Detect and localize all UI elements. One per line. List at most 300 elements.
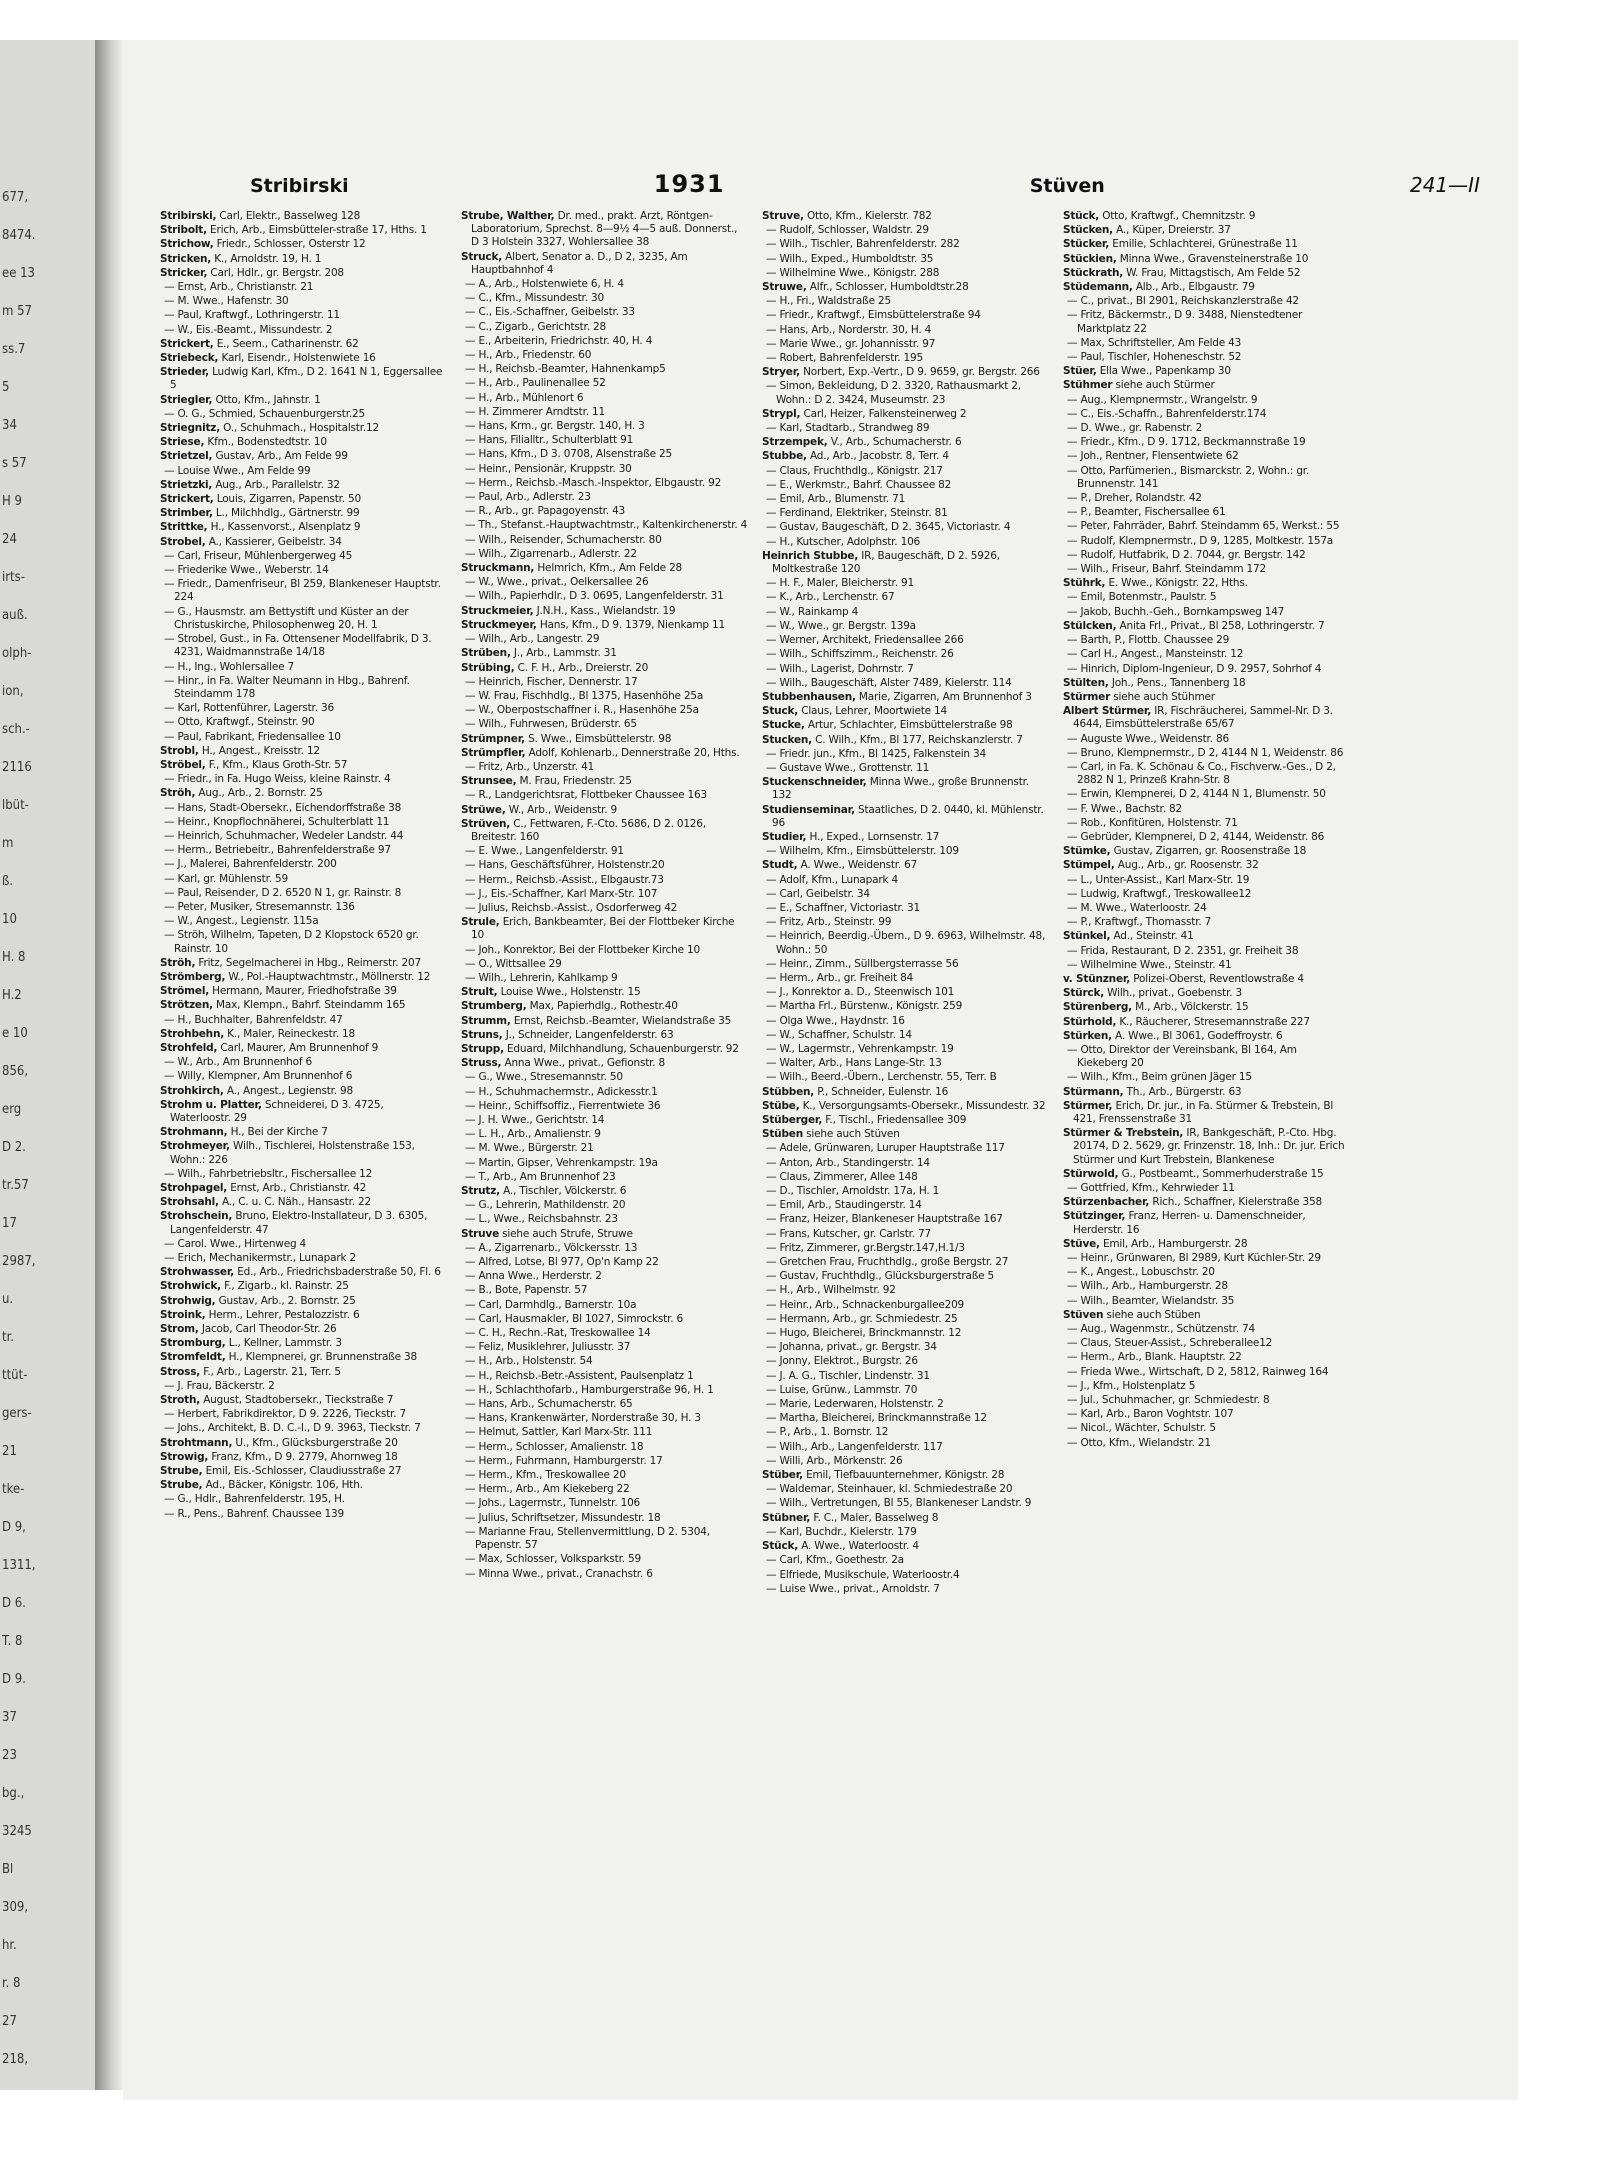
entry-details: — Fritz, Arb., Steinstr. 99 bbox=[766, 916, 892, 929]
directory-entry bbox=[461, 562, 748, 575]
entry-details: — W., Oberpostschaffner i. R., Hasenhöhe 25a bbox=[465, 704, 699, 717]
directory-entry bbox=[762, 888, 1049, 901]
directory-entry bbox=[160, 578, 447, 604]
directory-entry bbox=[160, 787, 447, 800]
directory-entry bbox=[461, 902, 748, 915]
entry-surname: Studt, bbox=[762, 859, 798, 872]
entry-details: — Wilh., Fahrbetriebsltr., Fischersallee 12 bbox=[164, 1167, 373, 1180]
entry-surname: Stromburg, bbox=[160, 1337, 226, 1350]
directory-entry bbox=[762, 422, 1049, 435]
left-page-fragment: m bbox=[2, 836, 14, 851]
directory-entry bbox=[160, 702, 447, 715]
entry-details: — Olga Wwe., Haydnstr. 16 bbox=[766, 1014, 905, 1027]
entry-details: — Heinr., Pensionär, Kruppstr. 30 bbox=[465, 462, 632, 475]
entry-details: Hermann, Maurer, Friedhofstraße 39 bbox=[212, 985, 397, 998]
directory-entry bbox=[461, 605, 748, 618]
entry-details: — Joh., Konrektor, Bei der Flottbeker Kirche 10 bbox=[465, 943, 700, 956]
entry-details: — H., Arb., Friedenstr. 60 bbox=[465, 349, 592, 362]
directory-entry bbox=[461, 420, 748, 433]
entry-details: — Hans, Filialltr., Schulterblatt 91 bbox=[465, 434, 634, 447]
entry-surname: Stübe, bbox=[762, 1099, 800, 1112]
directory-entry bbox=[160, 1437, 447, 1450]
entry-details: — Strobel, Gust., in Fa. Ottensener Modellfabrik, D 3. 4231, Waidmannstraße 14/18 bbox=[164, 633, 432, 659]
directory-entry bbox=[461, 505, 748, 518]
directory-entry bbox=[461, 548, 748, 561]
directory-entry bbox=[160, 1508, 447, 1521]
entry-surname: Stüben bbox=[762, 1128, 803, 1141]
directory-entry bbox=[461, 576, 748, 589]
entry-details: U., Kfm., Glücksburgerstraße 20 bbox=[235, 1436, 398, 1449]
entry-details: — Luise, Grünw., Lammstr. 70 bbox=[766, 1383, 918, 1396]
entry-details: Polizei-Oberst, Reventlowstraße 4 bbox=[1133, 972, 1304, 985]
entry-details: — H., Kutscher, Adolphstr. 106 bbox=[766, 535, 921, 548]
entry-details: — Gustav, Fruchthdlg., Glücksburgerstraße 5 bbox=[766, 1270, 995, 1283]
entry-details: Marie, Zigarren, Am Brunnenhof 3 bbox=[858, 690, 1032, 703]
entry-details: Gustav, Zigarren, gr. Roosenstraße 18 bbox=[1113, 845, 1307, 858]
entry-details: — Hans, Krankenwärter, Norderstraße 30, H. 3 bbox=[465, 1412, 701, 1425]
directory-entry bbox=[461, 718, 748, 731]
entry-surname: Struve bbox=[461, 1227, 500, 1240]
entry-details: IR, Fischräucherei, Sammel-Nr. D 3. 4644, Eimsbüttelerstraße 65/67 bbox=[1073, 705, 1333, 731]
entry-details: Jacob, Carl Theodor-Str. 26 bbox=[201, 1323, 337, 1336]
directory-entry bbox=[762, 1199, 1049, 1212]
entry-details: Helmrich, Kfm., Am Felde 28 bbox=[537, 562, 683, 575]
directory-entry bbox=[461, 1398, 748, 1411]
left-page-fragment: e 10 bbox=[2, 1026, 28, 1041]
entry-surname: Stüdemann, bbox=[1063, 281, 1133, 294]
entry-details: — Karl, Stadtarb., Strandweg 89 bbox=[766, 422, 930, 435]
entry-details: K., Versorgungsamts-Obersekr., Missundestr. 32 bbox=[802, 1099, 1046, 1112]
directory-entry bbox=[1063, 506, 1350, 519]
entry-surname: Stürck, bbox=[1063, 987, 1105, 1000]
entry-details: Louis, Zigarren, Papenstr. 50 bbox=[216, 493, 362, 506]
entry-details: — C., privat., Bl 2901, Reichskanzlerstraße 42 bbox=[1067, 295, 1299, 308]
directory-entry bbox=[160, 716, 447, 729]
directory-entry bbox=[1063, 549, 1350, 562]
directory-entry bbox=[461, 1242, 748, 1255]
entry-details: — Johs., Lagermstr., Tunnelstr. 106 bbox=[465, 1497, 641, 1510]
directory-entry bbox=[160, 1408, 447, 1421]
directory-entry bbox=[160, 887, 447, 900]
directory-entry bbox=[461, 958, 748, 971]
directory-entry bbox=[461, 1284, 748, 1297]
entry-details: — Carl, Friseur, Mühlenbergerweg 45 bbox=[164, 549, 353, 562]
entry-surname: Strobl, bbox=[160, 744, 199, 757]
entry-details: J., Schneider, Langenfelderstr. 63 bbox=[505, 1028, 674, 1041]
entry-details: H., Klempnerei, gr. Brunnenstraße 38 bbox=[228, 1351, 418, 1364]
directory-entry bbox=[160, 507, 447, 520]
entry-details: — Wilh., Lagerist, Dohrnstr. 7 bbox=[766, 662, 914, 675]
directory-entry bbox=[1063, 803, 1350, 816]
directory-entry bbox=[762, 1270, 1049, 1283]
left-page-fragment: 10 bbox=[2, 912, 17, 927]
entry-surname: Strunsee, bbox=[461, 775, 517, 788]
directory-entry bbox=[762, 734, 1049, 747]
directory-entry bbox=[160, 281, 447, 294]
left-page-fragment: hr. bbox=[2, 1938, 17, 1953]
directory-entry bbox=[762, 634, 1049, 647]
entry-details: F., Kfm., Klaus Groth-Str. 57 bbox=[208, 758, 348, 771]
directory-entry bbox=[160, 1451, 447, 1464]
directory-entry bbox=[461, 278, 748, 291]
directory-entry bbox=[1063, 520, 1350, 533]
directory-entry bbox=[762, 916, 1049, 929]
entry-details: — G., Wwe., Stresemannstr. 50 bbox=[465, 1071, 623, 1084]
entry-details: — Rudolf, Hutfabrik, D 2. 7044, gr. Bergstr. 142 bbox=[1067, 548, 1306, 561]
entry-surname: Strule, bbox=[461, 916, 500, 929]
directory-entry bbox=[762, 1455, 1049, 1468]
directory-entry bbox=[160, 450, 447, 463]
directory-entry bbox=[1063, 224, 1350, 237]
directory-entry bbox=[461, 1441, 748, 1454]
page-number: 241—II bbox=[1410, 173, 1480, 197]
directory-entry bbox=[1063, 634, 1350, 647]
column-4 bbox=[1063, 210, 1350, 2030]
directory-entry bbox=[461, 944, 748, 957]
entry-details: Aug., Arb., 2. Bornstr. 25 bbox=[198, 787, 323, 800]
entry-details: IR, Baugeschäft, D 2. 5926, Moltkestraße 120 bbox=[772, 549, 1000, 576]
directory-entry bbox=[1063, 1295, 1350, 1308]
entry-details: — D. Wwe., gr. Rabenstr. 2 bbox=[1067, 422, 1203, 435]
entry-details: siehe auch Stüven bbox=[806, 1128, 900, 1141]
entry-surname: Stückrath, bbox=[1063, 266, 1124, 279]
directory-entry bbox=[762, 691, 1049, 704]
directory-entry bbox=[1063, 1168, 1350, 1181]
entry-details: — Paul, Arb., Adlerstr. 23 bbox=[465, 491, 591, 504]
directory-entry bbox=[1063, 394, 1350, 407]
entry-details: M. Frau, Friedenstr. 25 bbox=[519, 775, 632, 788]
entry-surname: Strohmeyer, bbox=[160, 1140, 230, 1153]
entry-details: — J., Konrektor a. D., Steenwisch 101 bbox=[766, 986, 955, 999]
entry-surname: Strube, Walther, bbox=[461, 210, 555, 222]
entry-details: Franz, Kfm., D 9. 2779, Ahornweg 18 bbox=[211, 1450, 398, 1463]
entry-details: Ad., Bäcker, Königstr. 106, Hth. bbox=[205, 1479, 363, 1492]
entry-details: — W., Arb., Am Brunnenhof 6 bbox=[164, 1056, 312, 1069]
entry-details: — W., Eis.-Beamt., Missundestr. 2 bbox=[164, 323, 333, 336]
left-page-fragment: 8474. bbox=[2, 228, 36, 243]
directory-entry bbox=[461, 972, 748, 985]
directory-entry bbox=[1063, 365, 1350, 378]
entry-details: — Wilh., Zigarrenarb., Adlerstr. 22 bbox=[465, 547, 637, 560]
directory-entry bbox=[461, 1553, 748, 1566]
directory-entry bbox=[1063, 1127, 1350, 1167]
entry-details: — P., Arb., 1. Bornstr. 12 bbox=[766, 1426, 889, 1439]
directory-entry bbox=[461, 845, 748, 858]
entry-details: Carl, Hdlr., gr. Bergstr. 208 bbox=[210, 266, 344, 279]
directory-entry bbox=[461, 349, 748, 362]
directory-entry bbox=[160, 295, 447, 308]
entry-details: — Claus, Zimmerer, Allee 148 bbox=[766, 1170, 918, 1183]
entry-details: — Otto, Parfümerien., Bismarckstr. 2, Wohn.: gr. Brunnenstr. 141 bbox=[1067, 464, 1310, 490]
directory-entry bbox=[160, 267, 447, 280]
entry-details: — Wilh., Beerd.-Übern., Lerchenstr. 55, Terr. B bbox=[766, 1071, 997, 1084]
directory-entry bbox=[762, 550, 1049, 576]
entry-details: — Ferdinand, Elektriker, Steinstr. 81 bbox=[766, 507, 948, 520]
directory-entry bbox=[762, 620, 1049, 633]
entry-details: — Hans, Krm., gr. Bergstr. 140, H. 3 bbox=[465, 420, 645, 433]
directory-entry bbox=[461, 775, 748, 788]
directory-entry bbox=[461, 1171, 748, 1184]
entry-surname: Stübben, bbox=[762, 1085, 815, 1098]
entry-details: Louise Wwe., Holstenstr. 15 bbox=[500, 986, 641, 999]
entry-details: — Alfred, Lotse, Bl 977, Op'n Kamp 22 bbox=[465, 1256, 659, 1269]
directory-entry bbox=[160, 1028, 447, 1041]
entry-details: C., Fettwaren, F.-Cto. 5686, D 2. 0126, Breitestr. 160 bbox=[471, 817, 706, 843]
directory-entry bbox=[1063, 648, 1350, 661]
entry-surname: Strzempek, bbox=[762, 436, 828, 449]
entry-surname: Strüwe, bbox=[461, 803, 506, 816]
directory-entry bbox=[1063, 1030, 1350, 1043]
directory-entry bbox=[461, 1100, 748, 1113]
directory-entry bbox=[1063, 1182, 1350, 1195]
entry-surname: Stümpel, bbox=[1063, 859, 1115, 872]
entry-details: H., Exped., Lornsenstr. 17 bbox=[809, 830, 940, 843]
directory-entry bbox=[762, 1015, 1049, 1028]
entry-details: — L., Unter-Assist., Karl Marx-Str. 19 bbox=[1067, 873, 1250, 886]
entry-details: — Paul, Reisender, D 2. 6520 N 1, gr. Rainstr. 8 bbox=[164, 886, 402, 899]
entry-surname: Striegler, bbox=[160, 393, 213, 406]
entry-details: — Karl, gr. Mühlenstr. 59 bbox=[164, 872, 288, 885]
entry-details: — Jakob, Buchh.-Geh., Bornkampsweg 147 bbox=[1067, 605, 1285, 618]
directory-entry bbox=[762, 1114, 1049, 1127]
left-page-fragment: 677, bbox=[2, 190, 29, 205]
entry-details: — H. F., Maler, Bleicherstr. 91 bbox=[766, 577, 914, 590]
directory-entry bbox=[762, 1483, 1049, 1496]
entry-details: — Wilhelm, Kfm., Eimsbüttelerstr. 109 bbox=[766, 845, 959, 858]
entry-details: — Friedr., Kfm., D 9. 1712, Beckmannstraße 19 bbox=[1067, 436, 1306, 449]
entry-surname: Strohmann, bbox=[160, 1126, 228, 1139]
entry-details: — Willi, Arb., Mörkenstr. 26 bbox=[766, 1454, 903, 1467]
entry-details: Wilh., privat., Goebenstr. 3 bbox=[1107, 987, 1242, 1000]
directory-entry bbox=[762, 874, 1049, 887]
entry-surname: Stüve, bbox=[1063, 1237, 1100, 1250]
entry-details: — Aug., Wagenmstr., Schützenstr. 74 bbox=[1067, 1323, 1255, 1336]
entry-details: A. Wwe., Weidenstr. 67 bbox=[800, 859, 918, 872]
directory-entry bbox=[762, 1043, 1049, 1056]
directory-entry bbox=[762, 1384, 1049, 1397]
entry-details: — Wilhelmine Wwe., Königstr. 288 bbox=[766, 266, 940, 279]
entry-details: — Gretchen Frau, Fruchthdlg., große Bergstr. 27 bbox=[766, 1256, 1009, 1269]
directory-entry bbox=[1063, 563, 1350, 576]
entry-details: L., Milchhdlg., Gärtnerstr. 99 bbox=[215, 507, 360, 520]
entry-details: J.N.H., Kass., Wielandstr. 19 bbox=[536, 604, 676, 617]
directory-entry bbox=[762, 493, 1049, 506]
entry-details: — M. Wwe., Waterloostr. 24 bbox=[1067, 901, 1207, 914]
directory-entry bbox=[1063, 1238, 1350, 1251]
entry-surname: Striegnitz, bbox=[160, 422, 220, 435]
directory-entry bbox=[762, 253, 1049, 266]
directory-entry bbox=[762, 521, 1049, 534]
entry-details: — Erich, Mechanikermstr., Lunapark 2 bbox=[164, 1252, 356, 1265]
entry-details: — F. Wwe., Bachstr. 82 bbox=[1067, 802, 1182, 815]
directory-entry bbox=[160, 1042, 447, 1055]
entry-details: — Martin, Gipser, Vehrenkampstr. 19a bbox=[465, 1156, 658, 1169]
directory-entry bbox=[160, 324, 447, 337]
entry-details: Fritz, Segelmacherei in Hbg., Reimerstr. 207 bbox=[198, 956, 421, 969]
entry-details: — H., Arb., Holstenstr. 54 bbox=[465, 1355, 593, 1368]
entry-details: — Helmut, Sattler, Karl Marx-Str. 111 bbox=[465, 1426, 653, 1439]
directory-entry bbox=[1063, 1266, 1350, 1279]
entry-details: — Wilh., Papierhdlr., D 3. 0695, Langenfelderstr. 31 bbox=[465, 590, 724, 603]
directory-entry bbox=[762, 972, 1049, 985]
directory-entry bbox=[461, 986, 748, 999]
entry-details: — Carl, Kfm., Goethestr. 2a bbox=[766, 1554, 904, 1567]
entry-details: K., Arnoldstr. 19, H. 1 bbox=[214, 252, 322, 265]
entry-details: — Gustave Wwe., Grottenstr. 11 bbox=[766, 761, 930, 774]
entry-surname: Strittke, bbox=[160, 521, 208, 534]
entry-surname: Stroth, bbox=[160, 1394, 201, 1407]
left-page-fragment: 1311, bbox=[2, 1558, 36, 1573]
directory-entry bbox=[762, 309, 1049, 322]
directory-entry bbox=[762, 1469, 1049, 1482]
entry-details: F., Zigarb., kl. Rainstr. 25 bbox=[224, 1280, 349, 1293]
left-page-fragment: s 57 bbox=[2, 456, 27, 471]
entry-surname: Strömel, bbox=[160, 985, 210, 998]
directory-entry bbox=[461, 463, 748, 476]
entry-details: Anna Wwe., privat., Gefionstr. 8 bbox=[504, 1057, 666, 1070]
directory-entry bbox=[1063, 577, 1350, 590]
entry-details: — Wilh., Beamter, Wielandstr. 35 bbox=[1067, 1294, 1235, 1307]
directory-entry bbox=[762, 1341, 1049, 1354]
entry-surname: Strobel, bbox=[160, 535, 206, 548]
directory-entry bbox=[160, 731, 447, 744]
directory-entry bbox=[762, 1242, 1049, 1255]
left-page-fragment: 5 bbox=[2, 380, 10, 395]
entry-details: — Wilh., Arb., Langenfelderstr. 117 bbox=[766, 1440, 943, 1453]
directory-entry bbox=[1063, 1337, 1350, 1350]
directory-entry bbox=[461, 335, 748, 348]
left-page-fragment: 856, bbox=[2, 1064, 29, 1079]
directory-entry bbox=[1063, 591, 1350, 604]
entry-surname: Stuck, bbox=[762, 705, 799, 718]
entry-details: Herm., Lehrer, Pestalozzistr. 6 bbox=[208, 1308, 360, 1321]
directory-entry bbox=[461, 1157, 748, 1170]
entry-details: — Paul, Tischler, Hoheneschstr. 52 bbox=[1067, 351, 1242, 364]
entry-surname: Struwe, bbox=[762, 281, 807, 294]
entry-surname: Stubbe, bbox=[762, 450, 807, 463]
directory-entry bbox=[762, 845, 1049, 858]
entry-surname: Strumberg, bbox=[461, 1000, 527, 1013]
directory-entry bbox=[160, 493, 447, 506]
entry-details: — J. Frau, Bäckerstr. 2 bbox=[164, 1379, 275, 1392]
entry-details: — Gottfried, Kfm., Kehrwieder 11 bbox=[1067, 1182, 1235, 1195]
directory-entry bbox=[762, 1128, 1049, 1141]
entry-details: — E., Schaffner, Victoriastr. 31 bbox=[766, 901, 920, 914]
directory-entry bbox=[160, 536, 447, 549]
entry-details: A., Angest., Legienstr. 98 bbox=[226, 1084, 354, 1097]
directory-entry bbox=[1063, 1323, 1350, 1336]
entry-details: — Erwin, Klempnerei, D 2, 4144 N 1, Blumenstr. 50 bbox=[1067, 788, 1326, 801]
directory-entry bbox=[160, 1070, 447, 1083]
entry-details: — Heinrich, Schuhmacher, Wedeler Landstr. 44 bbox=[164, 829, 404, 842]
entry-details: W., Pol.-Hauptwachtmstr., Möllnerstr. 12 bbox=[228, 970, 431, 983]
entry-details: — A., Zigarrenarb., Völckersstr. 13 bbox=[465, 1241, 638, 1254]
entry-surname: Strichow, bbox=[160, 238, 214, 251]
directory-entry bbox=[160, 1493, 447, 1506]
entry-surname: Studier, bbox=[762, 830, 807, 843]
directory-entry bbox=[461, 647, 748, 660]
entry-details: Joh., Pens., Tannenberg 18 bbox=[1111, 676, 1246, 689]
entry-surname: Ströh, bbox=[160, 956, 196, 969]
entry-surname: Stück, bbox=[1063, 210, 1100, 222]
entry-details: — Feliz, Musiklehrer, Juliusstr. 37 bbox=[465, 1341, 631, 1354]
header-year: 1931 bbox=[653, 170, 725, 198]
left-page-fragment: tr. bbox=[2, 1330, 14, 1345]
entry-details: — E., Werkmstr., Bahrf. Chaussee 82 bbox=[766, 478, 952, 491]
directory-entry bbox=[1063, 337, 1350, 350]
directory-entry bbox=[762, 1185, 1049, 1198]
entry-details: — Friedr., Kraftwgf., Eimsbüttelerstraße 94 bbox=[766, 309, 981, 322]
entry-details: — Wilh., Lehrerin, Kahlkamp 9 bbox=[465, 971, 618, 984]
entry-details: — Wilh., Baugeschäft, Alster 7489, Kielerstr. 114 bbox=[766, 676, 1012, 689]
left-page-fragment: 34 bbox=[2, 418, 17, 433]
entry-details: K., Räucherer, Stresemannstraße 227 bbox=[1119, 1015, 1310, 1028]
entry-details: — Hans, Arb., Schumacherstr. 65 bbox=[465, 1398, 633, 1411]
entry-surname: Albert Stürmer, bbox=[1063, 705, 1152, 718]
entry-details: — Wilh., Schiffszimm., Reichenstr. 26 bbox=[766, 648, 954, 661]
entry-surname: Stübner, bbox=[762, 1511, 811, 1524]
directory-entry bbox=[461, 1568, 748, 1581]
directory-entry bbox=[160, 773, 447, 786]
directory-entry bbox=[160, 633, 447, 659]
entry-details: Ad., Steinstr. 41 bbox=[1113, 930, 1194, 943]
directory-entry bbox=[762, 210, 1049, 223]
directory-entry bbox=[762, 1213, 1049, 1226]
entry-details: — G., Lehrerin, Mathildenstr. 20 bbox=[465, 1199, 626, 1212]
entry-details: Erich, Dr. jur., in Fa. Stürmer & Trebstein, Bl 421, Frenssenstraße 31 bbox=[1073, 1099, 1334, 1125]
entry-surname: Struckmeyer, bbox=[461, 618, 537, 631]
entry-details: H., Angest., Kreisstr. 12 bbox=[201, 744, 320, 757]
directory-entry bbox=[762, 238, 1049, 251]
entry-details: A. Wwe., Waterloostr. 4 bbox=[801, 1540, 919, 1553]
entry-details: — R., Landgerichtsrat, Flottbeker Chaussee 163 bbox=[465, 789, 707, 802]
directory-entry bbox=[160, 1309, 447, 1322]
entry-details: — Wilh., Reisender, Schumacherstr. 80 bbox=[465, 533, 662, 546]
left-page-fragment: m 57 bbox=[2, 304, 32, 319]
directory-entry bbox=[762, 577, 1049, 590]
entry-details: — Heinr., Zimm., Süllbergsterrasse 56 bbox=[766, 957, 959, 970]
directory-entry bbox=[762, 1071, 1049, 1084]
directory-entry bbox=[762, 1256, 1049, 1269]
directory-entry bbox=[762, 408, 1049, 421]
entry-surname: Strutz, bbox=[461, 1185, 500, 1198]
directory-entry bbox=[461, 888, 748, 901]
entry-details: Ad., Arb., Jacobstr. 8, Terr. 4 bbox=[809, 450, 949, 463]
directory-entry bbox=[1063, 281, 1350, 294]
directory-entry bbox=[461, 534, 748, 547]
directory-entry bbox=[160, 971, 447, 984]
directory-entry bbox=[1063, 831, 1350, 844]
directory-entry bbox=[160, 873, 447, 886]
entry-details: — Walter, Arb., Hans Lange-Str. 13 bbox=[766, 1057, 942, 1070]
directory-entry bbox=[762, 1497, 1049, 1510]
left-page-fragment: ee 13 bbox=[2, 266, 35, 281]
directory-entry bbox=[160, 675, 447, 701]
entry-details: — A., Arb., Holstenwiete 6, H. 4 bbox=[465, 278, 624, 291]
entry-surname: Strohwasser, bbox=[160, 1266, 235, 1279]
directory-entry bbox=[160, 1323, 447, 1336]
column-3 bbox=[762, 210, 1049, 2030]
entry-details: — W., Angest., Legienstr. 115a bbox=[164, 915, 319, 928]
directory-entry bbox=[762, 1100, 1049, 1113]
directory-entry bbox=[160, 436, 447, 449]
directory-entry bbox=[762, 1157, 1049, 1170]
entry-details: — Julius, Schriftsetzer, Missundestr. 18 bbox=[465, 1511, 661, 1524]
entry-surname: Stühmer bbox=[1063, 379, 1113, 392]
directory-entry bbox=[461, 1043, 748, 1056]
directory-entry bbox=[762, 606, 1049, 619]
entry-details: Anita Frl., Privat., Bl 258, Lothringerstr. 7 bbox=[1119, 619, 1325, 632]
